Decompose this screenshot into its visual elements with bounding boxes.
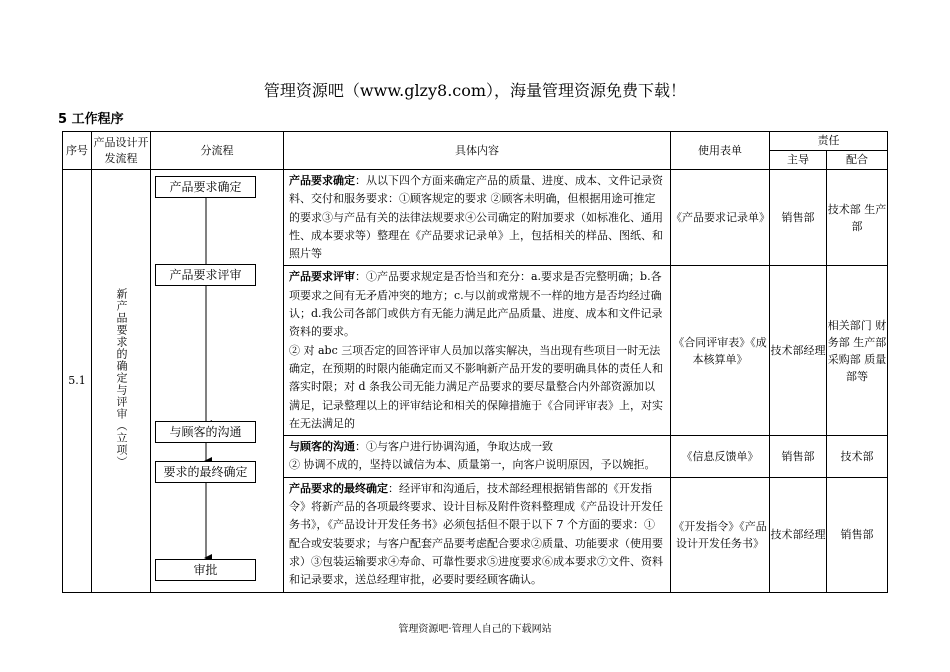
row-1-content	[284, 170, 671, 266]
row-2-content-text-2: ② 对 abc 三项否定的回答评审人员加以落实解决，当出现有些项目一时无法确定，在预期的时限内能确定而又不影响新产品开发的要明确具体的责任人和落实时限；对 d 条我公司无能力满足产品要求的要尽量整合内外部资源加以满足，记录整理以上的评审结论和相关的保障措施于《合同评审表》上，对实在无法满足的	[289, 343, 663, 430]
row-4-content-text: ：经评审和沟通后，技术部经理根据销售部的《开发指令》将新产品的各项最终要求、设计目标及附件资料整理成《产品设计开发任务书》，《产品设计开发任务书》必须包括但不限于以下 7 个方面的要求：①配合或安装要求；与客户配套产品要考虑配合要求②质量、功能要求（使用要求）③包装运输要求④寿命、可靠性要求⑤进度要求⑥成本要求⑦文件、资料和记录要求，送总经理审批，必要时要经顾客确认。	[289, 481, 663, 587]
header-lead: 主导	[770, 151, 827, 170]
row-4-content	[284, 477, 671, 592]
header-flow-text: 产品设计开发流程	[93, 135, 149, 165]
row-1-forms: 《产品要求记录单》	[671, 170, 770, 266]
header-subflow: 分流程	[151, 132, 284, 170]
row-2-lead: 技术部经理	[770, 266, 827, 436]
header-flow	[92, 132, 151, 170]
flow-box-approval: 审批	[155, 559, 256, 581]
header-assist: 配合	[827, 151, 888, 170]
subflow-diagram-cell	[151, 170, 284, 593]
row-4-assist: 销售部	[827, 477, 888, 592]
row-1-lead: 销售部	[770, 170, 827, 266]
row-3-content-text-2: ② 协调不成的，坚持以诚信为本、质量第一，向客户说明原因，予以婉拒。	[289, 458, 656, 472]
section-number: 5.1	[63, 170, 92, 593]
flow-box-final-requirement: 要求的最终确定	[155, 461, 256, 483]
row-1-assist: 技术部 生产部	[827, 170, 888, 266]
row-3-assist: 技术部	[827, 436, 888, 478]
row-4-forms: 《开发指令》《产品设计开发任务书》	[671, 477, 770, 592]
flow-box-requirement-define: 产品要求确定	[155, 176, 256, 198]
header-no	[63, 132, 92, 170]
row-2-assist: 相关部门 财务部 生产部 采购部 质量部等	[827, 266, 888, 436]
flow-name: 新产品要求的确定与评审（立项）	[115, 288, 128, 469]
row-3-forms: 《信息反馈单》	[671, 436, 770, 478]
header-no-text: 序号	[66, 143, 88, 157]
row-4-lead: 技术部经理	[770, 477, 827, 592]
row-1-content-title: 产品要求确定	[289, 174, 355, 187]
header-content: 具体内容	[284, 132, 671, 170]
work-procedure-table	[62, 131, 888, 593]
header-resp: 责任	[770, 132, 888, 151]
section-title: 5 工作程序	[58, 112, 124, 127]
row-2-content-title: 产品要求评审	[289, 270, 355, 284]
row-3-content-text: ：①与客户进行协调沟通，争取达成一致	[355, 440, 553, 454]
page-header: 管理资源吧（www.glzy8.com），海量管理资源免费下载！	[263, 81, 687, 100]
row-3-lead: 销售部	[770, 436, 827, 478]
row-2-forms: 《合同评审表》《成本核算单》	[671, 266, 770, 436]
row-2-content-text: ：①产品要求规定是否恰当和充分：a.要求是否完整明确；b.各项要求之间有无矛盾冲突的地方；c.与以前或常规不一样的地方是否均经过确认；d.我公司各部门或供方有无能力满足此产品质量、进度、成本和文件记录资料的要求。	[289, 270, 663, 339]
header-forms: 使用表单	[671, 132, 770, 170]
flow-box-requirement-review: 产品要求评审	[155, 264, 256, 286]
row-3-content	[284, 436, 671, 478]
flow-name-cell	[92, 170, 151, 593]
flow-box-customer-communication: 与顾客的沟通	[155, 421, 256, 443]
row-2-content	[284, 266, 671, 436]
row-1-content-text: ：从以下四个方面来确定产品的质量、进度、成本、文件记录资料、交付和服务要求：①顾客规定的要求 ②顾客未明确，但根据用途可推定的要求③与产品有关的法律法规要求④公司确定的附加要求（如标准化、通用性、成本要求等）整理在《产品要求记录单》上，包括相关的样品、图纸、和照片等	[289, 174, 663, 261]
row-3-content-title: 与顾客的沟通	[289, 440, 355, 454]
page-footer: 管理资源吧·管理人自己的下载网站	[398, 624, 552, 635]
row-4-content-title: 产品要求的最终确定	[289, 481, 388, 495]
